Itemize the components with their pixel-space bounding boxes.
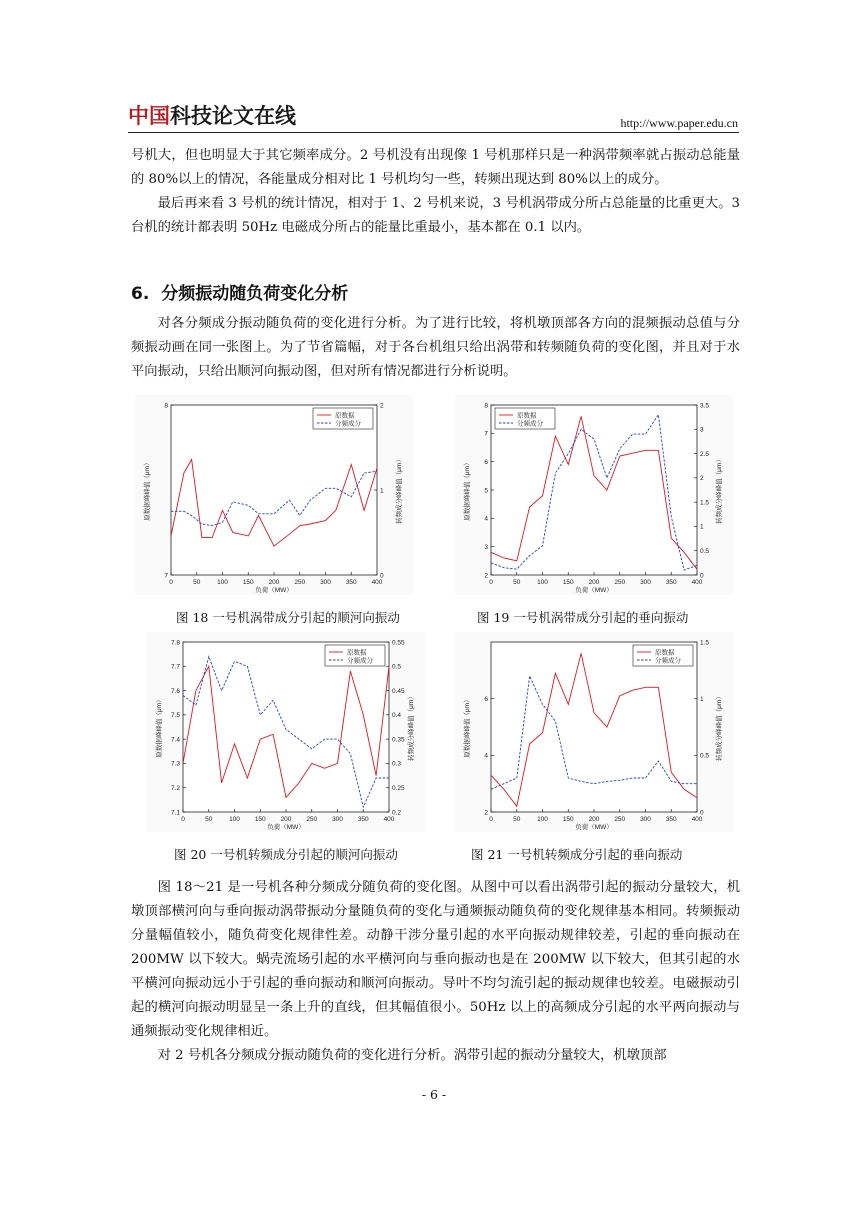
plot-area bbox=[491, 405, 697, 575]
paragraph: 号机大，但也明显大于其它频率成分。2 号机没有出现像 1 号机那样只是一种涡带频率就占振动总能量的 80%以上的情况，各能量成分相对比 1 号机均匀一些，转频出现达到 80%以上的成分。 bbox=[131, 148, 740, 187]
y-left-tick-label: 6 bbox=[484, 695, 488, 703]
y-left-axis-label: 原数据峰峰值（μm） bbox=[464, 459, 471, 521]
paragraph: 对各分频成分振动随负荷的变化进行分析。为了进行比较，将机墩顶部各方向的混频振动总值与分频振动画在同一张图上。为了节省篇幅，对于各台机组只给出涡带和转频随负荷的变化图，并且对于水平向振动，只给出顺河向振动图，但对所有情况都进行分析说明。 bbox=[131, 316, 740, 379]
y-left-tick-label: 7.4 bbox=[170, 736, 180, 744]
y-left-axis-label: 原数据峰峰值（μm） bbox=[144, 459, 151, 521]
x-tick-label: 100 bbox=[537, 816, 548, 823]
y-right-tick-label: 0.45 bbox=[392, 687, 405, 695]
x-tick-label: 250 bbox=[614, 816, 626, 823]
figure-18-caption: 图 18 一号机涡带成分引起的顺河向振动 bbox=[176, 610, 400, 625]
y-right-tick-label: 1 bbox=[380, 487, 384, 495]
x-tick-label: 300 bbox=[332, 816, 343, 823]
figure-20-caption: 图 20 一号机转频成分引起的顺河向振动 bbox=[174, 847, 398, 862]
y-right-tick-label: 0 bbox=[380, 572, 384, 580]
x-tick-label: 50 bbox=[513, 579, 521, 586]
x-axis-label: 负荷（MW） bbox=[575, 587, 613, 594]
y-right-tick-label: 0.25 bbox=[392, 785, 405, 793]
figure-21 bbox=[455, 632, 733, 832]
x-tick-label: 150 bbox=[254, 816, 266, 823]
paragraph: 最后再来看 3 号机的统计情况，相对于 1、2 号机来说，3 号机涡带成分所占总能量的比重更大。3 台机的统计都表明 50Hz 电磁成分所占的能量比重最小，基本都在 0.1 以内。 bbox=[131, 196, 740, 235]
x-tick-label: 350 bbox=[665, 579, 677, 586]
x-axis-label: 负荷（MW） bbox=[267, 824, 305, 831]
x-tick-label: 0 bbox=[489, 816, 493, 823]
section-heading bbox=[131, 281, 348, 307]
x-tick-label: 350 bbox=[665, 816, 677, 823]
y-right-tick-label: 0.5 bbox=[392, 663, 402, 671]
x-tick-label: 150 bbox=[562, 816, 574, 823]
x-tick-label: 400 bbox=[383, 816, 395, 823]
y-right-tick-label: 0.2 bbox=[392, 809, 402, 817]
y-left-tick-label: 7.3 bbox=[170, 760, 180, 768]
x-tick-label: 350 bbox=[357, 816, 369, 823]
journal-logo bbox=[128, 103, 296, 129]
x-tick-label: 0 bbox=[181, 816, 185, 823]
y-right-tick-label: 0 bbox=[700, 809, 704, 817]
plot-area bbox=[171, 405, 377, 575]
x-tick-label: 200 bbox=[588, 816, 600, 823]
header-url[interactable]: http://www.paper.edu.cn bbox=[620, 116, 738, 130]
x-tick-label: 50 bbox=[513, 816, 521, 823]
x-tick-label: 200 bbox=[588, 579, 600, 586]
y-right-tick-label: 3.5 bbox=[700, 402, 710, 410]
x-tick-label: 200 bbox=[280, 816, 292, 823]
x-tick-label: 0 bbox=[169, 579, 173, 586]
header-rule bbox=[128, 132, 739, 133]
x-tick-label: 150 bbox=[562, 579, 574, 586]
logo-first: 中国 bbox=[128, 104, 170, 128]
legend-label: 原数据 bbox=[655, 649, 675, 657]
y-left-tick-label: 7 bbox=[164, 572, 168, 580]
figure-19-caption: 图 19 一号机涡带成分引起的垂向振动 bbox=[477, 610, 689, 625]
y-right-axis-label: 转频成分峰峰值（μm） bbox=[716, 456, 723, 524]
y-left-axis-label: 原数据峰峰值（μm） bbox=[464, 696, 471, 758]
y-right-tick-label: 0.55 bbox=[392, 639, 405, 647]
y-right-tick-label: 1.5 bbox=[700, 639, 710, 647]
y-right-tick-label: 0.5 bbox=[700, 548, 710, 556]
x-tick-label: 250 bbox=[306, 816, 318, 823]
y-left-tick-label: 7.6 bbox=[170, 687, 180, 695]
y-left-tick-label: 7.7 bbox=[170, 663, 180, 671]
y-right-axis-label: 转频成分峰峰值（μm） bbox=[396, 456, 403, 524]
y-left-axis-label: 原数据峰峰值（μm） bbox=[156, 696, 163, 758]
legend-label: 原数据 bbox=[335, 412, 355, 420]
body-text-bottom bbox=[131, 876, 740, 1068]
legend-label: 原数据 bbox=[347, 649, 367, 657]
y-right-tick-label: 1 bbox=[700, 523, 704, 531]
y-right-tick-label: 2.5 bbox=[700, 450, 710, 458]
paragraph: 对 2 号机各分频成分振动随负荷的变化进行分析。涡带引起的振动分量较大，机墩顶部 bbox=[157, 1048, 667, 1063]
y-left-tick-label: 7 bbox=[484, 430, 488, 438]
section-number: 6. bbox=[131, 284, 150, 304]
y-right-axis-label: 转频成分峰峰值（μm） bbox=[716, 693, 723, 761]
x-tick-label: 100 bbox=[217, 579, 228, 586]
x-axis-label: 负荷（MW） bbox=[255, 587, 293, 594]
figure-20 bbox=[147, 632, 425, 832]
x-tick-label: 350 bbox=[345, 579, 357, 586]
logo-rest: 科技论文在线 bbox=[170, 104, 296, 128]
legend-label: 原数据 bbox=[517, 412, 537, 420]
x-tick-label: 400 bbox=[371, 579, 383, 586]
y-right-tick-label: 2 bbox=[380, 402, 384, 410]
legend-label: 分频成分 bbox=[517, 420, 543, 428]
y-right-tick-label: 0 bbox=[700, 572, 704, 580]
x-tick-label: 300 bbox=[320, 579, 331, 586]
legend-label: 分频成分 bbox=[655, 657, 681, 665]
x-tick-label: 250 bbox=[614, 579, 626, 586]
x-axis-label: 负荷（MW） bbox=[575, 824, 613, 831]
chart-fig19 bbox=[455, 395, 733, 595]
x-tick-label: 100 bbox=[229, 816, 240, 823]
y-left-tick-label: 8 bbox=[164, 402, 168, 410]
chart-fig18 bbox=[135, 395, 413, 595]
y-left-tick-label: 3 bbox=[484, 543, 488, 551]
x-tick-label: 150 bbox=[242, 579, 254, 586]
y-right-tick-label: 1.5 bbox=[700, 499, 710, 507]
y-right-tick-label: 3 bbox=[700, 426, 704, 434]
y-right-tick-label: 0.3 bbox=[392, 760, 402, 768]
x-tick-label: 400 bbox=[691, 579, 703, 586]
x-tick-label: 50 bbox=[193, 579, 201, 586]
y-left-tick-label: 7.8 bbox=[170, 639, 180, 647]
y-left-tick-label: 7.2 bbox=[170, 785, 180, 793]
y-right-tick-label: 1 bbox=[700, 695, 704, 703]
x-tick-label: 100 bbox=[537, 579, 548, 586]
y-left-tick-label: 6 bbox=[484, 458, 488, 466]
y-right-tick-label: 0.5 bbox=[700, 752, 710, 760]
y-left-tick-label: 2 bbox=[484, 809, 488, 817]
page-number: - 6 - bbox=[421, 1087, 447, 1102]
x-tick-label: 0 bbox=[489, 579, 493, 586]
y-right-axis-label: 转频成分峰峰值（μm） bbox=[408, 693, 415, 761]
x-tick-label: 250 bbox=[294, 579, 306, 586]
y-right-tick-label: 0.4 bbox=[392, 712, 402, 720]
body-text-top bbox=[131, 144, 740, 240]
x-tick-label: 200 bbox=[268, 579, 280, 586]
y-right-tick-label: 2 bbox=[700, 475, 704, 483]
figure-19 bbox=[455, 395, 733, 595]
paragraph: 图 18～21 是一号机各种分频成分随负荷的变化图。从图中可以看出涡带引起的振动分量较大，机墩顶部横河向与垂向振动涡带振动分量随负荷的变化与通频振动随负荷的变化规律基本相同。转频振动分量幅值较小，随负荷变化规律性差。动静干涉分量引起的水平向振动规律较差，引起的垂向振动在 200MW 以下较大。蜗壳流场引起的水平横河向与垂向振动也是在 200MW 以下较大，但其引起的水平横河向振动远小于引起的垂向振动和顺河向振动。导叶不均匀流引起的振动规律也较差。电磁振动引起的横河向振动明显呈一条上升的直线，但其幅值很小。50Hz 以上的高频成分引起的水平两向振动与通频振动变化规律相近。 bbox=[131, 880, 740, 1039]
x-tick-label: 300 bbox=[640, 579, 651, 586]
y-left-tick-label: 7.1 bbox=[170, 809, 180, 817]
y-left-tick-label: 7.5 bbox=[170, 712, 180, 720]
legend-label: 分频成分 bbox=[335, 420, 361, 428]
figure-21-caption: 图 21 一号机转频成分引起的垂向振动 bbox=[471, 847, 683, 862]
x-tick-label: 50 bbox=[205, 816, 213, 823]
chart-fig20 bbox=[147, 632, 425, 832]
x-tick-label: 400 bbox=[691, 816, 703, 823]
y-left-tick-label: 8 bbox=[484, 402, 488, 410]
y-left-tick-label: 4 bbox=[484, 752, 488, 760]
section-title: 分频振动随负荷变化分析 bbox=[161, 284, 349, 304]
legend-label: 分频成分 bbox=[347, 657, 373, 665]
chart-fig21 bbox=[455, 632, 733, 832]
y-left-tick-label: 4 bbox=[484, 515, 488, 523]
y-left-tick-label: 5 bbox=[484, 487, 488, 495]
figure-18 bbox=[135, 395, 413, 595]
y-left-tick-label: 2 bbox=[484, 572, 488, 580]
y-right-tick-label: 0.35 bbox=[392, 736, 405, 744]
body-text-intro bbox=[131, 312, 740, 384]
x-tick-label: 300 bbox=[640, 816, 651, 823]
plot-area bbox=[491, 642, 697, 812]
